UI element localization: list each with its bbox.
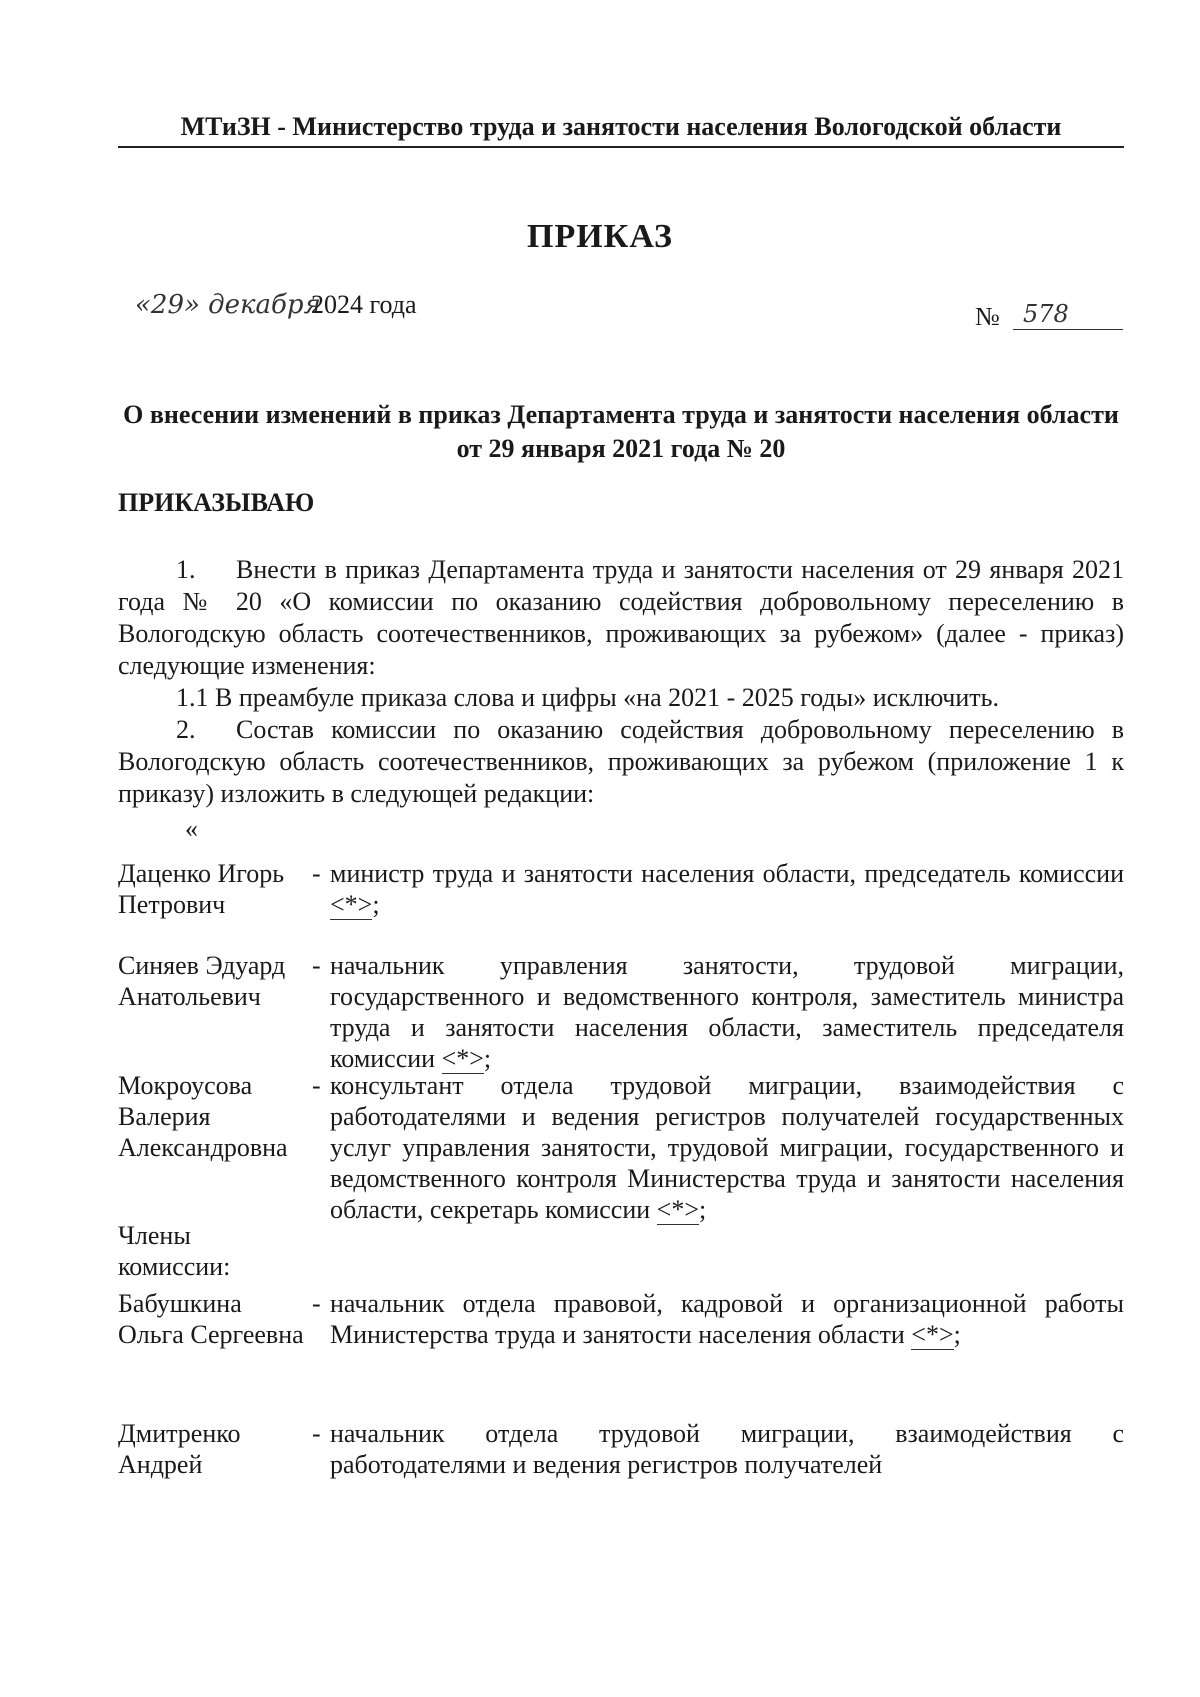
member-row	[118, 1288, 1124, 1388]
member-name: Дмитренко Андрей	[118, 1419, 241, 1479]
paragraph-2	[118, 714, 1124, 810]
member-name: Бабушкина Ольга Сергеевна	[118, 1289, 304, 1349]
member-name: Даценко Игорь Петрович	[118, 859, 285, 919]
member-dash: -	[312, 1419, 321, 1448]
members-label: Члены комиссии:	[118, 1221, 231, 1281]
member-description: начальник отдела трудовой миграции, взаимодействия с работодателями и ведения регистров получателей	[330, 1419, 1124, 1479]
order-subject: О внесении изменений в приказ Департамента труда и занятости населения области от 29 января 2021 года № 20	[123, 400, 1119, 463]
paragraph-1-text: Внести в приказ Департамента труда и занятости населения от 29 января 2021 года № 20 «О комиссии по оказанию содействия добровольному переселению в Вологодскую область соотечественников, проживающих за рубежом» (далее - приказ) следующие изменения:	[118, 555, 1124, 680]
member-dash: -	[312, 859, 321, 888]
date-number-row	[135, 290, 1135, 330]
footnote-ref: <*>	[441, 1044, 484, 1073]
member-description: начальник отдела правовой, кадровой и организационной работы Министерства труда и занятости населения области <*>;	[330, 1289, 1124, 1349]
paragraph-1	[118, 554, 1124, 682]
member-name: Синяев Эдуард Анатольевич	[118, 951, 286, 1011]
footnote-ref: <*>	[656, 1195, 699, 1224]
organization-header: МТиЗН - Министерство труда и занятости населения Вологодской области	[118, 112, 1124, 148]
order-word: ПРИКАЗЫВАЮ	[118, 488, 315, 517]
printed-year: 2024 года	[311, 290, 417, 319]
member-row	[118, 1418, 1124, 1488]
document-title: ПРИКАЗ	[527, 218, 673, 255]
paragraph-2-text: Состав комиссии по оказанию содействия добровольному переселению в Вологодскую область соотечественников, проживающих за рубежом (приложение 1 к приказу) изложить в следующей редакции:	[118, 715, 1124, 808]
member-dash: -	[312, 1289, 321, 1318]
footnote-ref: <*>	[330, 890, 373, 919]
member-description: консультант отдела трудовой миграции, взаимодействия с работодателями и ведения регистров получателей государственных услуг управления занятости, трудовой миграции, государственного и ведомственного контроля Министерства труда и занятости населения области, секретарь комиссии <*>;	[330, 1071, 1124, 1224]
opening-quote: «	[185, 814, 198, 843]
paragraph-1-number: 1.	[176, 555, 196, 584]
member-row	[118, 858, 1124, 928]
handwritten-date: «29» декабря	[135, 290, 321, 320]
paragraph-1-1: 1.1 В преамбуле приказа слова и цифры «на 2021 - 2025 годы» исключить.	[176, 683, 999, 712]
paragraph-2-number: 2.	[176, 715, 196, 744]
member-name: Мокроусова Валерия Александровна	[118, 1071, 288, 1162]
number-label: №	[975, 302, 1000, 331]
member-description: министр труда и занятости населения области, председатель комиссии <*>;	[330, 859, 1124, 919]
handwritten-number: 578	[1013, 300, 1123, 330]
member-dash: -	[312, 951, 321, 980]
member-dash: -	[312, 1071, 321, 1100]
footnote-ref: <*>	[911, 1320, 954, 1349]
member-description: начальник управления занятости, трудовой миграции, государственного и ведомственного контроля, заместитель министра труда и занятости населения области, заместитель председателя комиссии <*>;	[330, 951, 1124, 1073]
member-row	[118, 950, 1124, 1080]
